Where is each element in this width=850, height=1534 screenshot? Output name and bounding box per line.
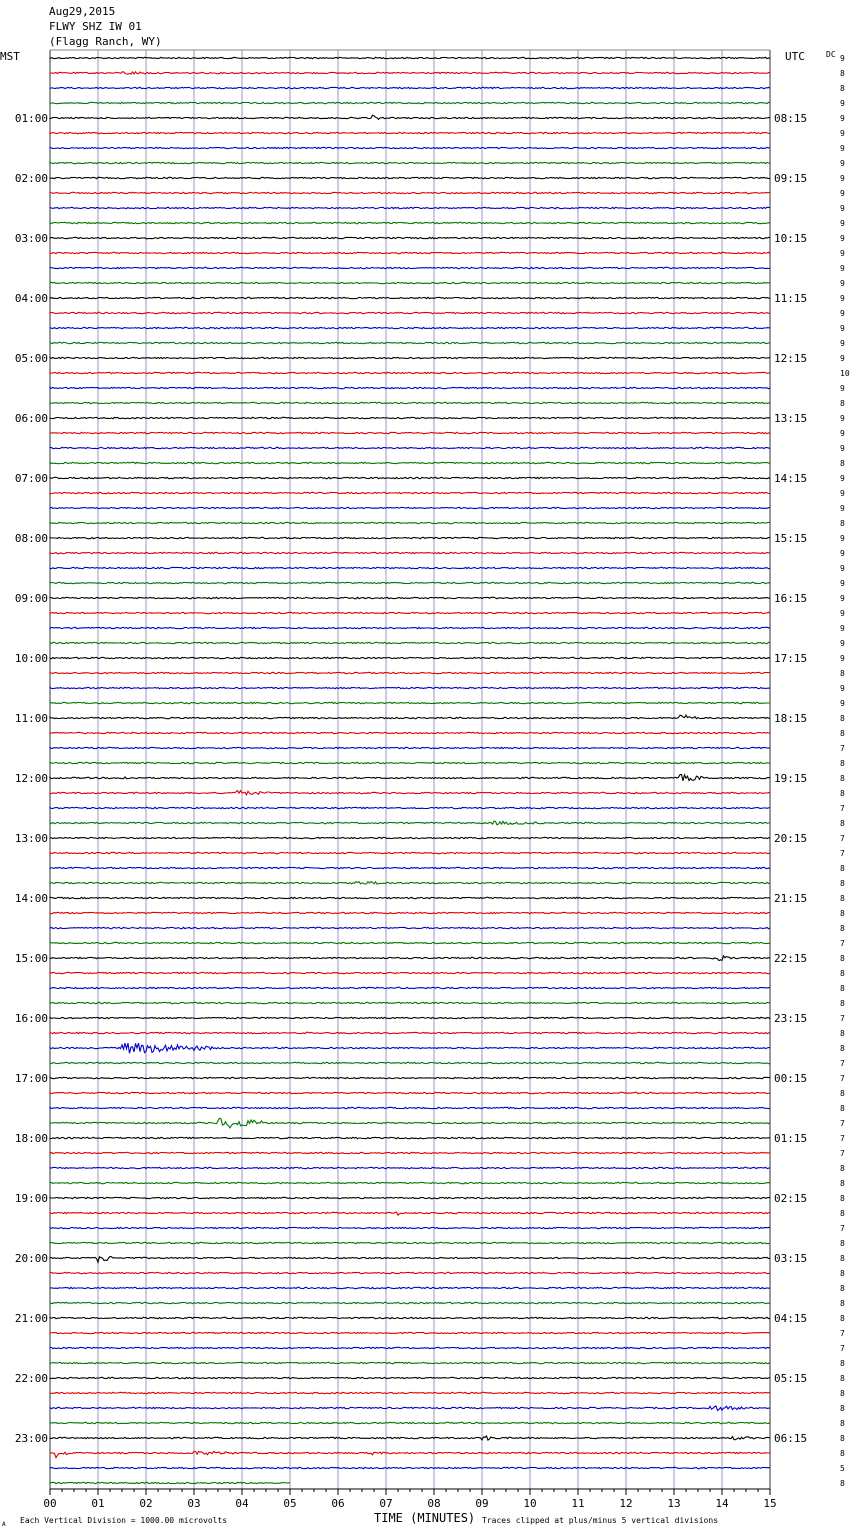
trace-row-5: [50, 132, 770, 133]
trace-row-39: [50, 642, 770, 643]
hour-label-left: 02:00: [14, 172, 48, 185]
x-tick-label: 12: [619, 1497, 633, 1510]
trace-row-50: [50, 807, 770, 808]
trace-row-73: [50, 1152, 770, 1153]
trace-row-72: [50, 1137, 770, 1138]
dc-offset-value: 9: [840, 354, 845, 363]
dc-offset-value: 9: [840, 384, 845, 393]
x-tick-label: 08: [427, 1497, 441, 1510]
dc-offset-value: 9: [840, 579, 845, 588]
x-tick-label: 03: [187, 1497, 201, 1510]
hour-label-left: 23:00: [14, 1432, 48, 1445]
dc-offset-value: 9: [840, 549, 845, 558]
trace-row-69: [50, 1092, 770, 1093]
trace-row-31: [50, 522, 770, 523]
dc-offset-value: 9: [840, 129, 845, 138]
x-tick-label: 07: [379, 1497, 393, 1510]
dc-offset-value: 8: [840, 1389, 845, 1398]
dc-offset-value: 9: [840, 414, 845, 423]
hour-label-left: 19:00: [14, 1192, 48, 1205]
x-tick-label: 06: [331, 1497, 345, 1510]
x-tick-label: 10: [523, 1497, 537, 1510]
trace-row-42: [50, 687, 770, 688]
trace-row-74: [50, 1167, 770, 1168]
trace-row-28: [50, 477, 770, 478]
dc-offset-value: 8: [840, 669, 845, 678]
dc-offset-value: 9: [840, 159, 845, 168]
trace-row-89: [50, 1392, 770, 1393]
dc-offset-value: 8: [840, 924, 845, 933]
hour-label-right: 20:15: [774, 832, 808, 845]
dc-offset-value: 9: [840, 429, 845, 438]
trace-row-25: [50, 432, 770, 433]
trace-row-67: [50, 1062, 770, 1063]
dc-offset-value: 8: [840, 819, 845, 828]
dc-offset-value: 9: [840, 504, 845, 513]
hour-label-left: 16:00: [14, 1012, 48, 1025]
hour-label-right: 02:15: [774, 1192, 808, 1205]
trace-row-8: [50, 177, 770, 178]
trace-row-41: [50, 672, 770, 673]
dc-offset-value: 7: [840, 834, 845, 843]
hour-label-left: 04:00: [14, 292, 48, 305]
dc-offset-value: 8: [840, 1089, 845, 1098]
dc-offset-value: 8: [840, 1209, 845, 1218]
hour-label-right: 15:15: [774, 532, 808, 545]
trace-row-1: [50, 72, 770, 74]
dc-offset-value: 8: [840, 1314, 845, 1323]
hour-label-left: 07:00: [14, 472, 48, 485]
dc-offset-value: 8: [840, 759, 845, 768]
trace-row-44: [50, 715, 770, 719]
dc-offset-value: 7: [840, 849, 845, 858]
hour-label-right: 21:15: [774, 892, 808, 905]
trace-row-26: [50, 447, 770, 448]
dc-offset-value: 7: [840, 1149, 845, 1158]
x-tick-label: 04: [235, 1497, 249, 1510]
hour-label-left: 22:00: [14, 1372, 48, 1385]
trace-row-46: [50, 747, 770, 748]
hour-label-left: 21:00: [14, 1312, 48, 1325]
trace-row-82: [50, 1287, 770, 1288]
trace-row-57: [50, 912, 770, 913]
dc-label: DC: [826, 50, 836, 59]
trace-row-51: [50, 821, 770, 825]
hour-label-left: 20:00: [14, 1252, 48, 1265]
trace-row-48: [50, 775, 770, 781]
trace-row-79: [50, 1242, 770, 1243]
dc-offset-value: 8: [840, 954, 845, 963]
left-timezone-label: MST: [0, 50, 20, 63]
trace-row-76: [50, 1197, 770, 1198]
trace-row-18: [50, 327, 770, 328]
dc-offset-value: 8: [840, 1434, 845, 1443]
trace-row-3: [50, 102, 770, 103]
dc-offset-value: 9: [840, 294, 845, 303]
hour-label-right: 11:15: [774, 292, 808, 305]
dc-offset-value: 9: [840, 99, 845, 108]
dc-offset-value: 9: [840, 534, 845, 543]
dc-offset-value: 8: [840, 729, 845, 738]
hour-label-right: 23:15: [774, 1012, 808, 1025]
dc-offset-value: 9: [840, 654, 845, 663]
dc-offset-value: 9: [840, 174, 845, 183]
dc-offset-value: 8: [840, 1359, 845, 1368]
dc-offset-value: 9: [840, 189, 845, 198]
trace-row-56: [50, 897, 770, 898]
dc-offset-value: 9: [840, 234, 845, 243]
corner-mark: A: [2, 1521, 6, 1528]
hour-label-right: 04:15: [774, 1312, 808, 1325]
dc-offset-value: 9: [840, 279, 845, 288]
dc-offset-value: 8: [840, 1284, 845, 1293]
trace-row-75: [50, 1182, 770, 1183]
dc-offset-value: 8: [840, 879, 845, 888]
trace-row-70: [50, 1107, 770, 1108]
dc-offset-value: 7: [840, 1134, 845, 1143]
trace-row-66: [50, 1043, 770, 1053]
dc-offset-value: 9: [840, 639, 845, 648]
dc-offset-value: 9: [840, 594, 845, 603]
x-tick-label: 11: [571, 1497, 585, 1510]
dc-offset-value: 8: [840, 909, 845, 918]
x-tick-label: 14: [715, 1497, 729, 1510]
dc-offset-value: 9: [840, 564, 845, 573]
x-tick-label: 00: [43, 1497, 57, 1510]
dc-offset-value: 7: [840, 1059, 845, 1068]
dc-offset-value: 9: [840, 339, 845, 348]
x-tick-label: 13: [667, 1497, 681, 1510]
trace-row-19: [50, 342, 770, 343]
dc-offset-value: 9: [840, 474, 845, 483]
trace-row-21: [50, 372, 770, 373]
hour-label-left: 05:00: [14, 352, 48, 365]
dc-offset-value: 8: [840, 1254, 845, 1263]
trace-row-59: [50, 942, 770, 943]
dc-offset-value: 7: [840, 1329, 845, 1338]
hour-label-right: 09:15: [774, 172, 808, 185]
hour-label-right: 00:15: [774, 1072, 808, 1085]
trace-row-77: [50, 1212, 770, 1215]
trace-row-64: [50, 1017, 770, 1018]
dc-offset-value: 8: [840, 894, 845, 903]
dc-offset-value: 9: [840, 249, 845, 258]
trace-row-14: [50, 267, 770, 268]
dc-offset-value: 8: [840, 1374, 845, 1383]
trace-row-30: [50, 507, 770, 508]
trace-row-63: [50, 1002, 770, 1003]
hour-label-left: 06:00: [14, 412, 48, 425]
dc-offset-value: 7: [840, 1014, 845, 1023]
dc-offset-value: 9: [840, 444, 845, 453]
trace-row-68: [50, 1077, 770, 1078]
dc-offset-value: 9: [840, 144, 845, 153]
clip-note: Traces clipped at plus/minus 5 vertical divisions: [482, 1516, 719, 1525]
trace-row-49: [50, 791, 770, 795]
trace-row-87: [50, 1362, 770, 1363]
dc-offset-value: 7: [840, 939, 845, 948]
trace-row-58: [50, 927, 770, 928]
trace-row-81: [50, 1272, 770, 1273]
trace-row-60: [50, 956, 770, 961]
dc-offset-value: 7: [840, 1224, 845, 1233]
trace-row-90: [50, 1406, 770, 1411]
trace-row-10: [50, 207, 770, 208]
hour-label-right: 01:15: [774, 1132, 808, 1145]
trace-row-33: [50, 552, 770, 553]
trace-row-91: [50, 1422, 770, 1423]
label-group: [15, 54, 850, 1510]
trace-row-7: [50, 162, 770, 163]
dc-offset-value: 10: [840, 369, 850, 378]
trace-row-35: [50, 582, 770, 583]
dc-offset-value: 9: [840, 114, 845, 123]
dc-offset-value: 9: [840, 324, 845, 333]
x-tick-label: 05: [283, 1497, 297, 1510]
dc-offset-value: 8: [840, 969, 845, 978]
dc-offset-value: 9: [840, 204, 845, 213]
trace-group: [50, 57, 770, 1483]
trace-row-38: [50, 627, 770, 628]
dc-offset-value: 8: [840, 714, 845, 723]
trace-row-84: [50, 1317, 770, 1318]
trace-row-65: [50, 1032, 770, 1034]
dc-offset-value: 9: [840, 54, 845, 63]
dc-offset-value: 9: [840, 684, 845, 693]
hour-label-right: 10:15: [774, 232, 808, 245]
date-label: Aug29,2015: [49, 5, 116, 18]
hour-label-right: 17:15: [774, 652, 808, 665]
dc-offset-value: 7: [840, 744, 845, 753]
dc-offset-value: 7: [840, 1344, 845, 1353]
station-label: FLWY SHZ IW 01: [49, 20, 142, 33]
hour-label-right: 03:15: [774, 1252, 808, 1265]
hour-label-right: 13:15: [774, 412, 808, 425]
trace-row-0: [50, 57, 770, 58]
trace-row-53: [50, 852, 770, 853]
dc-offset-value: 7: [840, 804, 845, 813]
trace-row-45: [50, 732, 770, 733]
dc-offset-value: 9: [840, 624, 845, 633]
trace-row-55: [50, 882, 770, 884]
trace-row-13: [50, 252, 770, 253]
trace-row-22: [50, 387, 770, 388]
dc-offset-value: 9: [840, 309, 845, 318]
trace-row-6: [50, 147, 770, 148]
hour-label-right: 05:15: [774, 1372, 808, 1385]
trace-row-29: [50, 492, 770, 493]
x-tick-label: 15: [763, 1497, 777, 1510]
dc-offset-value: 9: [840, 699, 845, 708]
trace-row-40: [50, 657, 770, 658]
dc-offset-value: 5: [840, 1464, 845, 1473]
hour-label-left: 12:00: [14, 772, 48, 785]
trace-row-86: [50, 1347, 770, 1348]
trace-row-12: [50, 237, 770, 238]
hour-label-right: 19:15: [774, 772, 808, 785]
dc-offset-value: 8: [840, 1299, 845, 1308]
trace-row-54: [50, 867, 770, 868]
location-label: (Flagg Ranch, WY): [49, 35, 162, 48]
trace-row-24: [50, 417, 770, 418]
trace-row-85: [50, 1332, 770, 1333]
x-tick-label: 02: [139, 1497, 153, 1510]
hour-label-left: 08:00: [14, 532, 48, 545]
trace-row-9: [50, 192, 770, 193]
trace-row-43: [50, 702, 770, 703]
trace-row-71: [50, 1118, 770, 1128]
trace-row-62: [50, 987, 770, 988]
trace-row-23: [50, 402, 770, 403]
trace-row-11: [50, 222, 770, 223]
trace-row-93: [50, 1451, 770, 1457]
trace-row-34: [50, 567, 770, 568]
scale-note: Each Vertical Division = 1000.00 microvolts: [20, 1516, 228, 1525]
x-axis-title: TIME (MINUTES): [374, 1511, 476, 1525]
dc-offset-value: 9: [840, 609, 845, 618]
dc-offset-value: 8: [840, 984, 845, 993]
hour-label-left: 01:00: [14, 112, 48, 125]
dc-offset-value: 9: [840, 219, 845, 228]
trace-row-47: [50, 762, 770, 763]
x-tick-label: 09: [475, 1497, 489, 1510]
dc-offset-value: 8: [840, 1419, 845, 1428]
hour-label-left: 14:00: [14, 892, 48, 905]
hour-label-right: 14:15: [774, 472, 808, 485]
hour-label-left: 18:00: [14, 1132, 48, 1145]
trace-row-88: [50, 1377, 770, 1378]
dc-offset-value: 8: [840, 1164, 845, 1173]
hour-label-right: 22:15: [774, 952, 808, 965]
dc-offset-value: 8: [840, 1239, 845, 1248]
hour-label-right: 18:15: [774, 712, 808, 725]
trace-row-17: [50, 312, 770, 313]
hour-label-left: 09:00: [14, 592, 48, 605]
trace-row-95: [50, 1482, 290, 1483]
dc-offset-value: 9: [840, 264, 845, 273]
trace-row-61: [50, 972, 770, 973]
dc-offset-value: 8: [840, 1269, 845, 1278]
trace-row-83: [50, 1302, 770, 1303]
dc-offset-value: 9: [840, 489, 845, 498]
trace-row-37: [50, 612, 770, 613]
trace-row-4: [50, 115, 770, 119]
dc-offset-value: 7: [840, 1119, 845, 1128]
hour-label-right: 12:15: [774, 352, 808, 365]
x-tick-label: 01: [91, 1497, 105, 1510]
dc-offset-value: 7: [840, 1074, 845, 1083]
hour-label-left: 03:00: [14, 232, 48, 245]
dc-offset-value: 8: [840, 1029, 845, 1038]
dc-offset-value: 8: [840, 1479, 845, 1488]
hour-label-right: 06:15: [774, 1432, 808, 1445]
trace-row-92: [50, 1436, 770, 1440]
trace-row-78: [50, 1227, 770, 1228]
dc-offset-value: 8: [840, 399, 845, 408]
trace-row-15: [50, 282, 770, 283]
trace-row-2: [50, 87, 770, 88]
right-timezone-label: UTC: [785, 50, 805, 63]
hour-label-left: 15:00: [14, 952, 48, 965]
dc-offset-value: 8: [840, 1404, 845, 1413]
hour-label-left: 11:00: [14, 712, 48, 725]
dc-offset-value: 8: [840, 459, 845, 468]
dc-offset-value: 8: [840, 519, 845, 528]
trace-row-80: [50, 1257, 770, 1263]
dc-offset-value: 8: [840, 1179, 845, 1188]
trace-row-52: [50, 837, 770, 838]
dc-offset-value: 8: [840, 789, 845, 798]
trace-row-32: [50, 537, 770, 538]
dc-offset-value: 8: [840, 999, 845, 1008]
trace-row-20: [50, 357, 770, 358]
hour-label-left: 13:00: [14, 832, 48, 845]
hour-label-right: 16:15: [774, 592, 808, 605]
dc-offset-value: 8: [840, 69, 845, 78]
trace-row-16: [50, 297, 770, 298]
dc-offset-value: 8: [840, 1104, 845, 1113]
dc-offset-value: 8: [840, 1194, 845, 1203]
trace-row-27: [50, 462, 770, 463]
hour-label-left: 10:00: [14, 652, 48, 665]
dc-offset-value: 8: [840, 1449, 845, 1458]
dc-offset-value: 8: [840, 1044, 845, 1053]
hour-label-left: 17:00: [14, 1072, 48, 1085]
trace-row-36: [50, 597, 770, 598]
trace-row-94: [50, 1467, 770, 1468]
hour-label-right: 08:15: [774, 112, 808, 125]
dc-offset-value: 8: [840, 774, 845, 783]
dc-offset-value: 8: [840, 864, 845, 873]
dc-offset-value: 8: [840, 84, 845, 93]
